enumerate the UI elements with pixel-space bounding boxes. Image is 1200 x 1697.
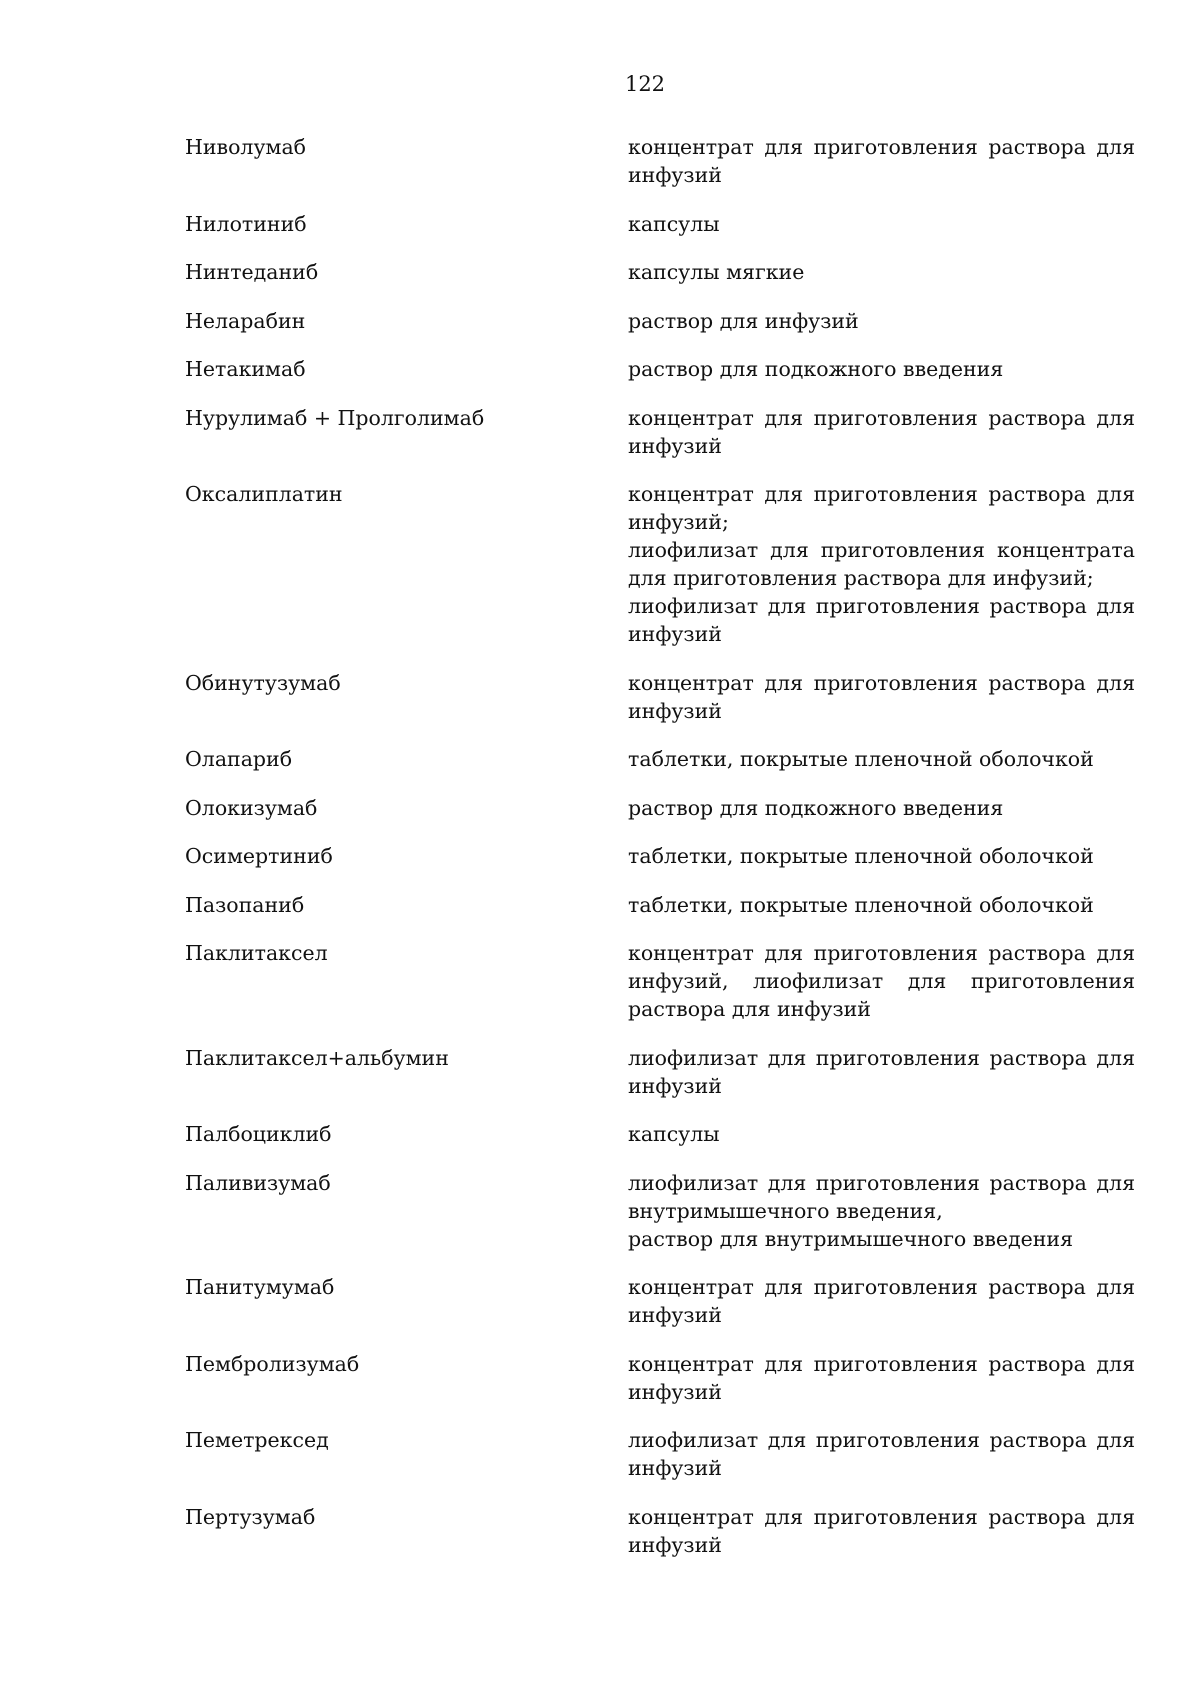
drug-name: Олокизумаб bbox=[185, 795, 318, 820]
drug-name: Панитумумаб bbox=[185, 1275, 335, 1299]
dosage-form: концентрат для приготовления раствора для инфузий, лиофилизат для приготовления раствора для инфузий bbox=[628, 941, 1135, 1021]
drug-row bbox=[185, 1169, 1135, 1253]
dosage-form: концентрат для приготовления раствора для инфузий bbox=[628, 405, 1135, 458]
dosage-form: концентрат для приготовления раствора для инфузий bbox=[628, 670, 1135, 723]
drug-name: Обинутузумаб bbox=[185, 670, 341, 695]
drug-row bbox=[185, 480, 1135, 648]
dosage-forms bbox=[628, 939, 1135, 1023]
drug-name: Нилотиниб bbox=[185, 211, 307, 236]
dosage-form: раствор для внутримышечного введения bbox=[628, 1226, 1074, 1251]
drug-row bbox=[185, 1350, 1135, 1406]
dosage-form: капсулы мягкие bbox=[628, 260, 805, 284]
drug-name: Пеметрексед bbox=[185, 1428, 329, 1452]
dosage-forms bbox=[628, 891, 1135, 919]
drug-row bbox=[185, 939, 1135, 1023]
drug-name: Паливизумаб bbox=[185, 1170, 331, 1195]
drug-name: Нетакимаб bbox=[185, 357, 306, 381]
dosage-form: лиофилизат для приготовления раствора для внутримышечного введения, bbox=[628, 1170, 1135, 1223]
drug-row bbox=[185, 404, 1135, 460]
dosage-forms bbox=[628, 1350, 1135, 1406]
drug-row bbox=[185, 1503, 1135, 1559]
drug-row bbox=[185, 1120, 1135, 1148]
dosage-form: лиофилизат для приготовления раствора для инфузий bbox=[628, 1045, 1135, 1098]
dosage-form: капсулы bbox=[628, 1122, 720, 1146]
page-number: 122 bbox=[624, 72, 666, 96]
drug-list bbox=[185, 133, 1135, 1579]
dosage-form: таблетки, покрытые пленочной оболочкой bbox=[628, 747, 1094, 771]
drug-name: Нурулимаб + Пролголимаб bbox=[185, 405, 485, 430]
dosage-forms bbox=[628, 1503, 1135, 1559]
dosage-form: таблетки, покрытые пленочной оболочкой bbox=[628, 892, 1094, 917]
dosage-forms bbox=[628, 480, 1135, 648]
dosage-form: раствор для подкожного введения bbox=[628, 795, 1004, 820]
drug-name: Олапариб bbox=[185, 747, 293, 771]
dosage-form: раствор для инфузий bbox=[628, 308, 859, 333]
drug-row bbox=[185, 133, 1135, 189]
drug-name: Нинтеданиб bbox=[185, 260, 319, 284]
dosage-forms bbox=[628, 745, 1135, 773]
dosage-forms bbox=[628, 794, 1135, 822]
dosage-forms bbox=[628, 355, 1135, 383]
drug-row bbox=[185, 355, 1135, 383]
dosage-form: лиофилизат для приготовления раствора для инфузий bbox=[628, 1428, 1135, 1480]
dosage-form: капсулы bbox=[628, 211, 720, 236]
dosage-form: концентрат для приготовления раствора для инфузий bbox=[628, 1275, 1135, 1327]
drug-row bbox=[185, 1426, 1135, 1482]
drug-name: Осимертиниб bbox=[185, 844, 333, 868]
drug-row bbox=[185, 842, 1135, 870]
drug-row bbox=[185, 307, 1135, 335]
drug-name: Неларабин bbox=[185, 308, 306, 333]
drug-name: Ниволумаб bbox=[185, 135, 307, 159]
drug-row bbox=[185, 1273, 1135, 1329]
drug-row bbox=[185, 1044, 1135, 1100]
dosage-form: лиофилизат для приготовления раствора для инфузий bbox=[628, 594, 1135, 646]
drug-row bbox=[185, 794, 1135, 822]
drug-name: Пембролизумаб bbox=[185, 1351, 360, 1376]
dosage-form: концентрат для приготовления раствора для инфузий; bbox=[628, 482, 1135, 534]
dosage-forms bbox=[628, 669, 1135, 725]
drug-row bbox=[185, 745, 1135, 773]
dosage-form: концентрат для приготовления раствора для инфузий bbox=[628, 1351, 1135, 1404]
drug-row bbox=[185, 210, 1135, 238]
dosage-forms bbox=[628, 1273, 1135, 1329]
drug-row bbox=[185, 258, 1135, 286]
drug-name: Пазопаниб bbox=[185, 892, 305, 917]
drug-name: Паклитаксел bbox=[185, 941, 328, 965]
dosage-forms bbox=[628, 842, 1135, 870]
dosage-form: раствор для подкожного введения bbox=[628, 357, 1004, 381]
drug-name: Пертузумаб bbox=[185, 1504, 316, 1529]
dosage-forms bbox=[628, 404, 1135, 460]
drug-name: Оксалиплатин bbox=[185, 482, 343, 506]
drug-name: Паклитаксел+альбумин bbox=[185, 1045, 449, 1070]
dosage-forms bbox=[628, 1044, 1135, 1100]
dosage-forms bbox=[628, 1120, 1135, 1148]
drug-name: Палбоциклиб bbox=[185, 1122, 332, 1146]
dosage-forms bbox=[628, 258, 1135, 286]
dosage-forms bbox=[628, 210, 1135, 238]
dosage-form: концентрат для приготовления раствора для инфузий bbox=[628, 1504, 1135, 1557]
dosage-forms bbox=[628, 1169, 1135, 1253]
dosage-forms bbox=[628, 133, 1135, 189]
drug-row bbox=[185, 669, 1135, 725]
drug-row bbox=[185, 891, 1135, 919]
dosage-forms bbox=[628, 1426, 1135, 1482]
dosage-forms bbox=[628, 307, 1135, 335]
dosage-form: таблетки, покрытые пленочной оболочкой bbox=[628, 844, 1094, 868]
dosage-form: лиофилизат для приготовления концентрата для приготовления раствора для инфузий; bbox=[628, 538, 1135, 590]
dosage-form: концентрат для приготовления раствора для инфузий bbox=[628, 135, 1135, 187]
